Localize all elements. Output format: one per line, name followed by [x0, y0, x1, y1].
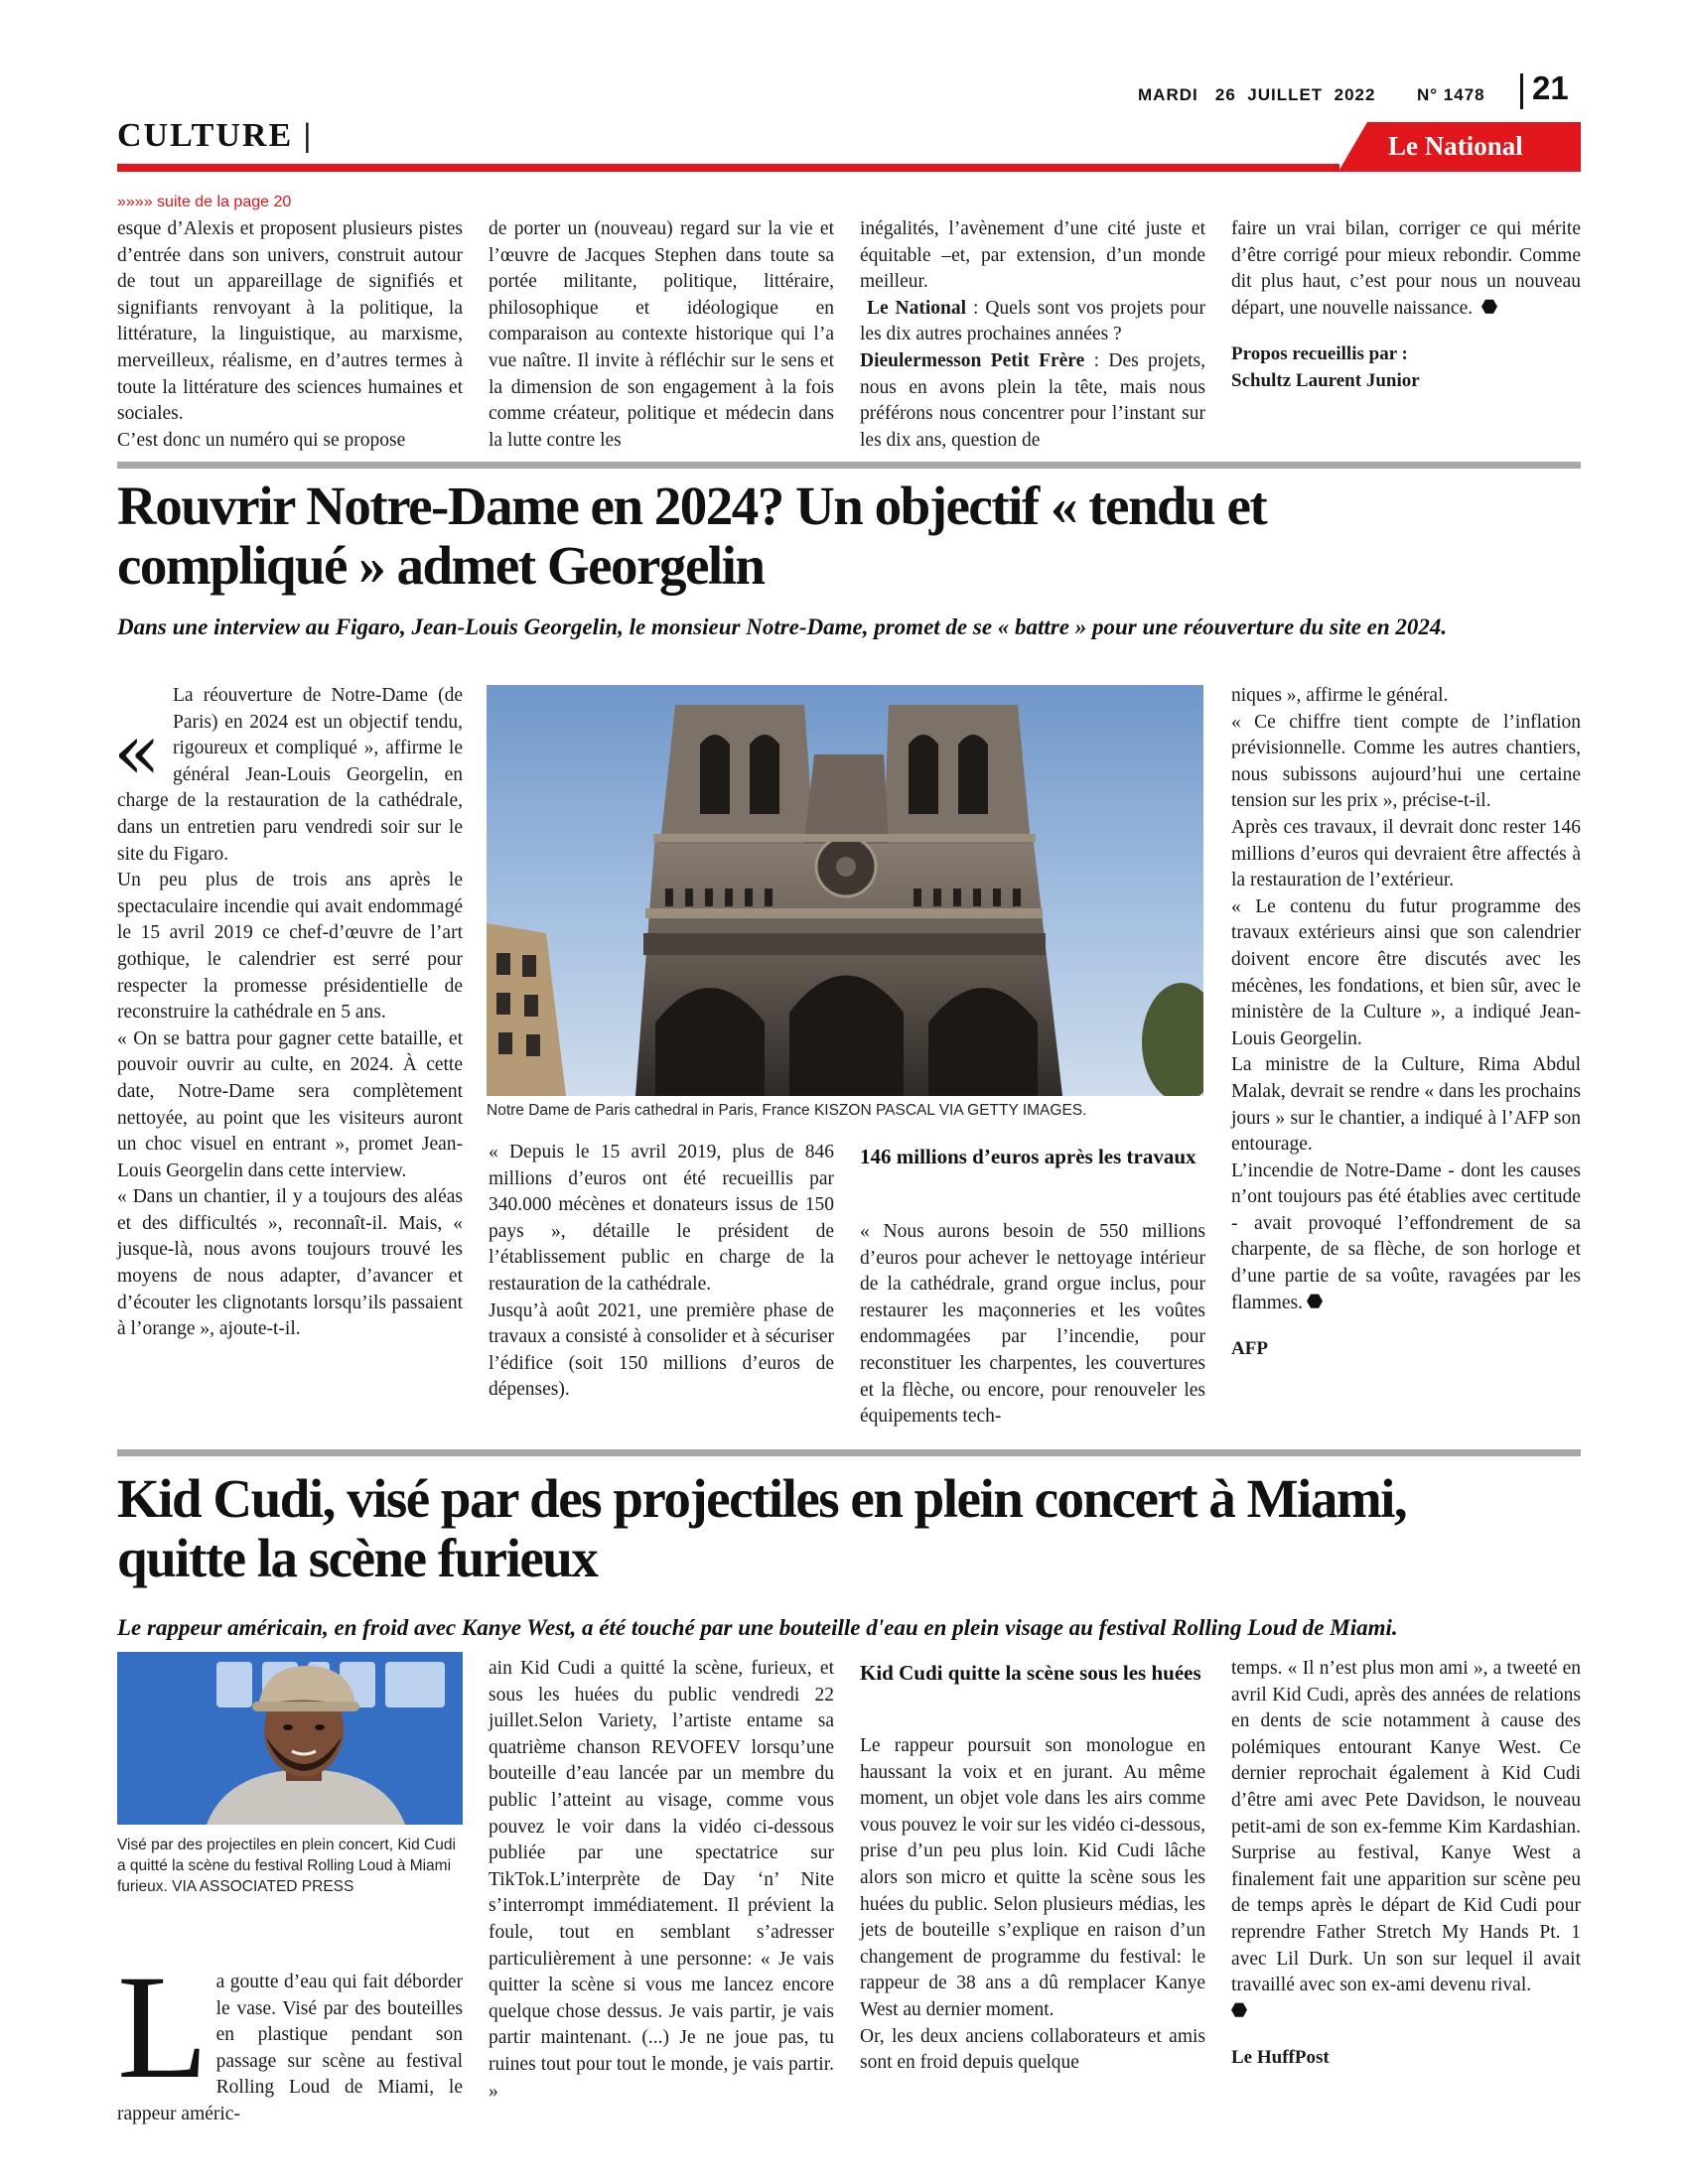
- paragraph: temps. « Il n’est plus mon ami », a tweeté en avril Kid Cudi, après des années de relations en dents de scie notamment à cause des polémiques entourant Kanye West. Ce dernier reprochait également à Kid Cudi d’être ami avec Pete Davidson, le nouveau petit-ami de son ex-femme Kim Kardashian. Surprise au festival, Kanye West a finalement fait une apparition sur scène peu de temps après le départ de Kid Cudi pour reprendre Father Stretch My Hands Pt. 1 avec Lil Durk. Un son sur lequel il avait travaillé avec son ex-ami devenu rival.: [1231, 1658, 1581, 1996]
- paragraph: Or, les deux anciens collaborateurs et amis sont en froid depuis quelque: [860, 2025, 1205, 2074]
- paragraph-text: L’incendie de Notre-Dame - dont les causes n’ont toujours pas été établies avec certitude - avait provoqué l’effondrement de sa charpente, de sa flèche, de son horloge et d’une partie de sa voûte, ravagées par les flammes.: [1231, 1160, 1581, 1313]
- paragraph: « Depuis le 15 avril 2019, plus de 846 millions d’euros ont été recueillis par 340.000 mécènes et donateurs issus de 150 pays », détaille le président de l’établissement public en charge de la restauration de la cathédrale.: [489, 1142, 834, 1295]
- interview-question: [860, 296, 1205, 348]
- kid-cudi-column-1: [117, 1945, 463, 2128]
- article-dek: Dans une interview au Figaro, Jean-Louis Georgelin, le monsieur Notre-Dame, promet de se « battre » pour une réouverture du site en 2024.: [117, 614, 1448, 639]
- paragraph: ain Kid Cudi a quitté la scène, furieux, et sous les huées du public vendredi 22 juillet.Selon Variety, l’artiste entame sa quatrième chanson REVOFEV lorsqu’une bouteille d’eau lancée par un membre du public l’atteint au visage, comme vous pouvez le voir dans la vidéo ci-dessous publiée par une spectatrice sur TikTok.L’interprète de Day ‘n’ Nite s’interrompt immédiatement. Il prévient la foule, tout en semblant s’adresser particulièrement à une personne: « Je vais quitter la scène si vous me lancez encore quelque chose dessus. Je vais partir, je vais partir maintenant. (...) Je ne joue pas, tu ruines tout pour tout le monde, je vais partir. »: [489, 1658, 834, 2102]
- paragraph: de porter un (nouveau) regard sur la vie et l’œuvre de Jacques Stephen dans toute sa portée militante, politique, littéraire, philosophique et idéologique en comparaison au contexte historique qui l’a vue naître. Il invite à réfléchir sur le sens et la dimension de son engagement à la fois comme créateur, politique et médecin dans la lutte contre les: [489, 218, 834, 451]
- interview-column-3: [860, 216, 1205, 454]
- section-divider: [117, 462, 1581, 469]
- page-number: 21: [1532, 69, 1569, 106]
- paragraph-text: faire un vrai bilan, corriger ce qui mérite d’être corrigé pour mieux rebondir. Comme dit plus haut, c’est pour nous un nouveau départ, une nouvelle naissance.: [1231, 218, 1581, 319]
- answer-speaker: Dieulermesson Petit Frère: [860, 349, 1085, 371]
- question-text: : Quels sont vos projets pour les dix autres prochaines années ?: [860, 297, 1205, 345]
- paragraph: « Ce chiffre tient compte de l’inflation prévisionnelle. Comme les autres chantiers, nous subissons aujourd’hui une certaine tension sur les prix », précise-t-il.: [1231, 711, 1581, 812]
- end-of-article-icon: [1231, 2002, 1247, 2018]
- interview-answer: [860, 348, 1205, 454]
- question-speaker: Le National: [866, 297, 967, 319]
- lead-text: La réouverture de Notre-Dame (de Paris) en 2024 est un objectif tendu, rigoureux et compliqué », affirme le général Jean-Louis Georgelin, en charge de la restauration de la cathédrale, dans un entretien paru vendredi soir sur le site du Figaro.: [117, 685, 463, 865]
- paragraph: [1231, 216, 1581, 322]
- answer-text: : Des projets, nous en avons plein la tête, mais nous préférons nous concentrer pour l’instant sur les dix ans, question de: [860, 349, 1205, 451]
- quote-glyph-spacer: [117, 683, 173, 788]
- headline-line: Kid Cudi, visé par des projectiles en plein concert à Miami,: [117, 1468, 1407, 1529]
- paragraph: [1231, 1159, 1581, 1317]
- headline-line: Rouvrir Notre-Dame en 2024? Un objectif « tendu et: [117, 476, 1267, 536]
- end-of-article-icon: [1307, 1294, 1323, 1309]
- article-dek: Le rappeur américain, en froid avec Kanye West, a été touché par une bouteille d'eau en plein visage au festival Rolling Loud de Miami.: [117, 1615, 1398, 1640]
- article-headline: [117, 1469, 1581, 1588]
- paragraph: Jusqu’à août 2021, une première phase de travaux a consisté à consolider et à sécuriser l’édifice (soit 150 millions d’euros de dépenses).: [489, 1299, 834, 1401]
- paragraph: La ministre de la Culture, Rima Abdul Malak, devrait se rendre « dans les prochains jours » sur le chantier, a indiqué à l’AFP son entourage.: [1231, 1054, 1581, 1156]
- headline-line: quitte la scène furieux: [117, 1528, 598, 1588]
- article-subhead: 146 millions d’euros après les travaux: [860, 1145, 1196, 1168]
- interview-column-4: [1231, 216, 1581, 395]
- interview-column-1: [117, 216, 463, 454]
- paragraph: « Dans un chantier, il y a toujours des aléas et des difficultés », reconnaît-il. Mais, « jusque-là, nous avons toujours trouvé les moyens de nous adapter, d’avancer et d’écouter les clignotants lorsqu’ils passaient à l’orange », ajoute-t-il.: [117, 1186, 463, 1340]
- kid-cudi-column-4: [1231, 1656, 1581, 2072]
- cathedral-illustration: [487, 685, 1203, 1096]
- artist-illustration: [117, 1652, 463, 1825]
- paragraph: Après ces travaux, il devrait donc rester 146 millions d’euros qui devraient être affectés à la restauration de l’extérieur.: [1231, 816, 1581, 891]
- kid-cudi-column-3: [860, 1733, 1205, 2077]
- issue-number: N° 1478: [1417, 85, 1485, 104]
- opening-quote-icon: «: [113, 708, 161, 797]
- notre-dame-column-2: [489, 1140, 834, 1404]
- lead-paragraph: [117, 1945, 463, 2128]
- brand-tab: Le National: [1340, 122, 1581, 170]
- article-headline: [117, 477, 1581, 596]
- article-byline: AFP: [1231, 1338, 1268, 1360]
- notre-dame-column-3: [860, 1219, 1205, 1431]
- lead-paragraph: [117, 683, 463, 868]
- paragraph: niques », affirme le général.: [1231, 685, 1449, 706]
- credit-label: Propos recueillis par :: [1231, 343, 1408, 365]
- headline-line: compliqué » admet Georgelin: [117, 535, 765, 596]
- end-of-article-icon: [1481, 299, 1497, 315]
- drop-cap: L: [117, 1945, 209, 2110]
- paragraph: inégalités, l’avènement d’une cité juste et équitable –et, par extension, d’un monde meilleur.: [860, 218, 1205, 293]
- article-byline: Le HuffPost: [1231, 2047, 1330, 2069]
- photo-caption: Notre Dame de Paris cathedral in Paris, France KISZON PASCAL VIA GETTY IMAGES.: [487, 1102, 1087, 1119]
- continued-from-note: »»»» suite de la page 20: [117, 194, 292, 210]
- paragraph: C’est donc un numéro qui se propose: [117, 429, 406, 451]
- interview-credit: [1231, 341, 1581, 394]
- section-label: CULTURE |: [117, 117, 314, 154]
- end-mark-line: [1231, 1999, 1581, 2026]
- paragraph: « Le contenu du futur programme des travaux extérieurs ainsi que son calendrier doivent encore être discutés avec les mécènes, les fondations, et bien sûr, avec le ministère de la Culture », a indiqué Jean-Louis Georgelin.: [1231, 895, 1581, 1049]
- lead-text: a goutte d’eau qui fait déborder le vase. Visé par des bouteilles en plastique pendant son passage sur scène au festival Rolling Loud de Miami, le rappeur améric-: [117, 1972, 463, 2124]
- notre-dame-column-1: [117, 683, 463, 1343]
- photo-caption: Visé par des projectiles en plein concert, Kid Cudi a quitté la scène du festival Rolling Loud à Miami furieux. VIA ASSOCIATED PRESS: [117, 1837, 456, 1895]
- credit-name: Schultz Laurent Junior: [1231, 369, 1420, 391]
- header-divider: [1520, 73, 1523, 109]
- cathedral-photo: [487, 685, 1203, 1096]
- paragraph: Un peu plus de trois ans après le spectaculaire incendie qui avait endommagé le 15 avril 2019 ce chef-d’œuvre de l’art gothique, le calendrier est serré pour respecter la promesse présidentielle de reconstruire la cathédrale en 5 ans.: [117, 870, 463, 1024]
- interview-column-2: [489, 216, 834, 454]
- paragraph: esque d’Alexis et proposent plusieurs pistes d’entrée dans son univers, construit autour de tout un appareillage de signifiés et signifiants renvoyant à la politique, la littérature, la linguistique, au marxisme, merveilleux, réalisme, en d’autres termes à toute la littérature des sciences humaines et sociales.: [117, 218, 463, 425]
- article-subhead: Kid Cudi quitte la scène sous les huées: [860, 1661, 1201, 1685]
- notre-dame-column-4: [1231, 683, 1581, 1363]
- issue-date: MARDI 26 JUILLET 2022: [1138, 85, 1376, 104]
- kid-cudi-column-2: [489, 1656, 834, 2105]
- paragraph: Le rappeur poursuit son monologue en haussant la voix et en jurant. Au même moment, un objet vole dans les airs comme vous pouvez le voir sur les vidéo ci-dessous, prise d’un peu plus loin. Kid Cudi lâche alors son micro et quitte la scène sous les huées du public. Selon plusieurs médias, les jets de bouteille s’explique en raison d’un changement de programme du festival: le rappeur de 38 ans a dû remplacer Kanye West au dernier moment.: [860, 1735, 1205, 2020]
- paragraph: « Nous aurons besoin de 550 millions d’euros pour achever le nettoyage intérieur de la cathédrale, grand orgue inclus, pour restaurer les maçonneries et les voûtes endommagées par l’incendie, pour reconstituer les charpentes, les couvertures et la flèche, ou encore, pour renouveler les équipements tech-: [860, 1221, 1205, 1428]
- artist-photo: [117, 1652, 463, 1825]
- paragraph: « On se battra pour gagner cette bataille, et pouvoir ouvrir au culte, en 2024. À cette date, Notre-Dame sera complètement nettoyée, au point que les visiteurs auront un choc visuel en entrant », promet Jean-Louis Georgelin dans cette interview.: [117, 1027, 463, 1181]
- section-divider: [117, 1449, 1581, 1456]
